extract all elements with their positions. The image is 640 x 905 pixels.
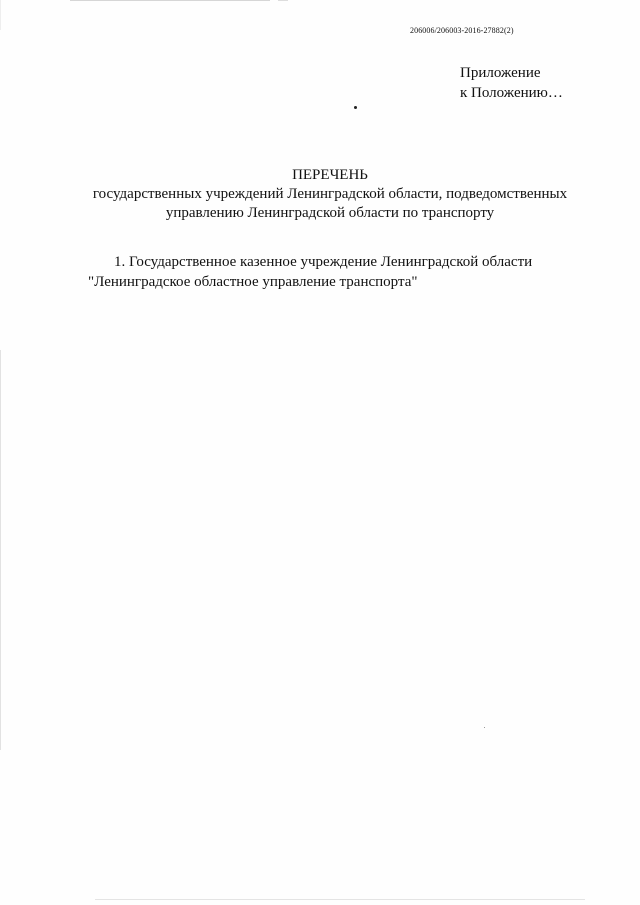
title-line-2: управлению Ленинградской области по транспорту: [165, 205, 495, 221]
scan-edge-top: [70, 0, 270, 1]
document-id: 206006/206003-2016-27882(2): [410, 26, 514, 35]
list-item: [88, 252, 568, 292]
scan-speck: [484, 727, 485, 728]
title-line-1: государственных учреждений Ленинградской области, подведомственных: [92, 186, 568, 202]
scan-edge-bottom: [95, 899, 585, 900]
appendix-header: [460, 63, 563, 103]
scan-edge-left-top: [0, 0, 1, 30]
appendix-line-1: Приложение: [460, 65, 541, 81]
page-title: ПЕРЕЧЕНЬ: [292, 167, 368, 183]
title-block: [60, 166, 600, 223]
scan-edge-left: [0, 350, 1, 750]
stray-dot: [354, 106, 357, 109]
appendix-line-2: к Положению…: [460, 85, 563, 101]
list-item-line-2: "Ленинградское областное управление транспорта": [88, 274, 418, 290]
list-item-line-1: 1. Государственное казенное учреждение Ленинградской области: [114, 254, 533, 270]
scan-edge-top-fragment: [278, 0, 288, 1]
